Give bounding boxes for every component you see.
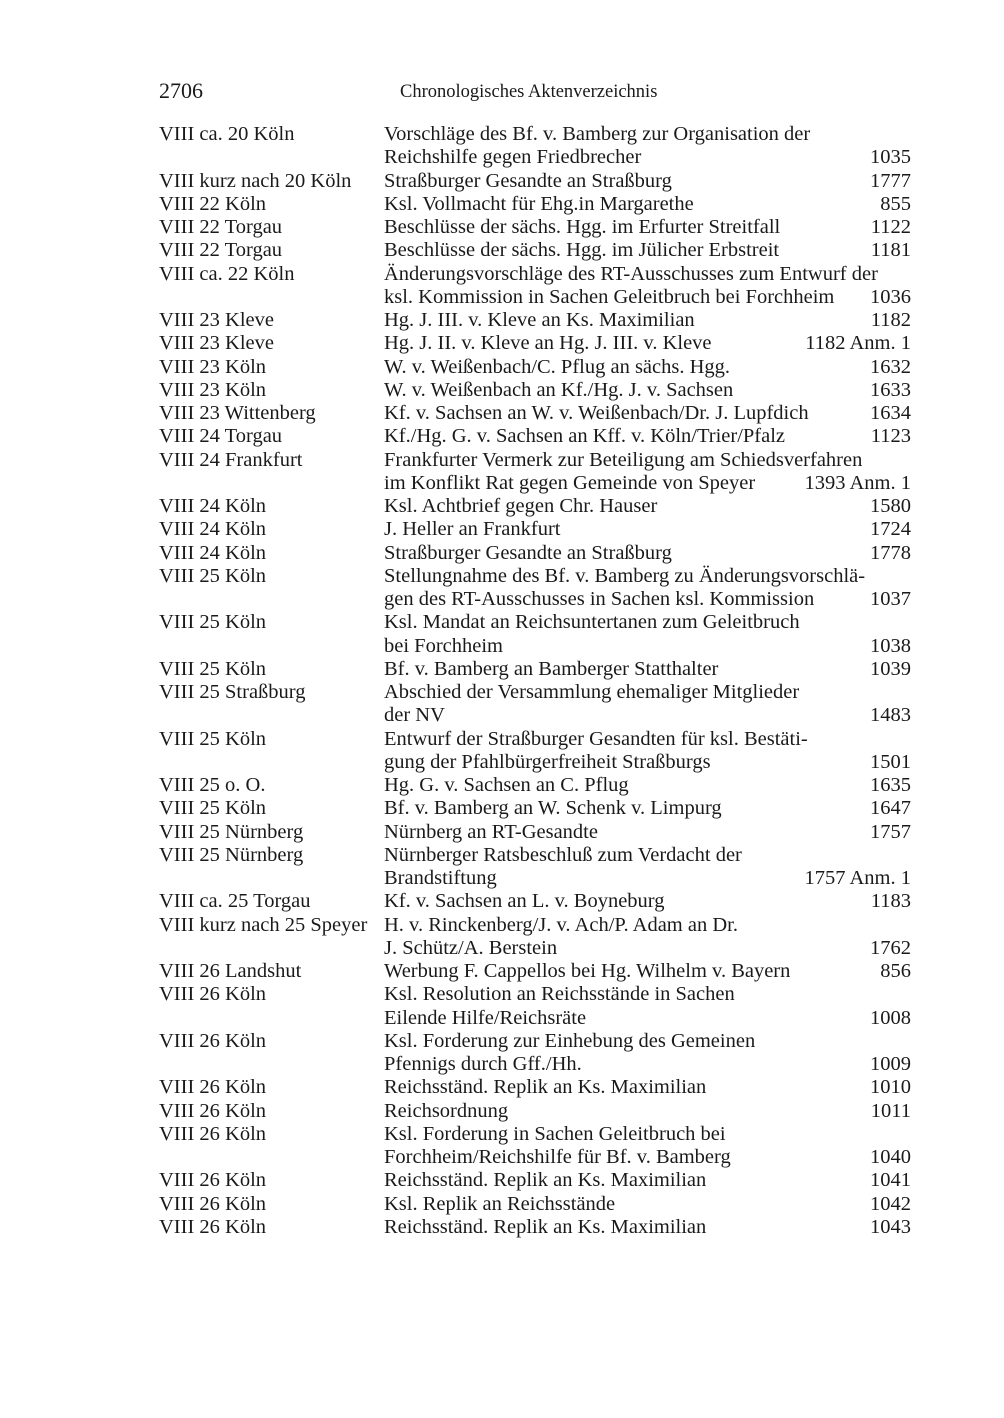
- entry-date-place: VIII 24 Frankfurt: [159, 448, 303, 471]
- entry-date-place: VIII 25 Köln: [159, 657, 267, 680]
- description-text: der NV: [384, 704, 445, 727]
- entry-description: [384, 1169, 911, 1192]
- document-number: 855: [880, 192, 911, 215]
- description-text: W. v. Weißenbach/C. Pflug an sächs. Hgg.: [384, 355, 731, 378]
- description-line: [384, 449, 911, 472]
- document-number: 1183: [870, 890, 911, 913]
- entry-row: [159, 123, 911, 170]
- entry-description: [384, 914, 911, 961]
- description-line: [384, 263, 911, 286]
- entry-date-place: VIII ca. 25 Torgau: [159, 890, 311, 913]
- document-number: 1181: [870, 239, 911, 262]
- description-line: [384, 960, 911, 983]
- description-line: [384, 1146, 911, 1169]
- description-text: H. v. Rinckenberg/J. v. Ach/P. Adam an Dr.: [384, 913, 738, 936]
- description-text: Kf. v. Sachsen an L. v. Boyneburg: [384, 890, 665, 913]
- document-number: 1647: [870, 797, 911, 820]
- description-text: ksl. Kommission in Sachen Geleitbruch bei Forchheim: [384, 285, 835, 308]
- entry-description: [384, 1030, 911, 1077]
- entry-description: [384, 518, 911, 541]
- document-number: 1777: [870, 169, 911, 192]
- entry-description: [384, 658, 911, 681]
- entry-date-place: VIII kurz nach 20 Köln: [159, 169, 352, 192]
- description-text: Reichsordnung: [384, 1099, 509, 1122]
- entry-date-place: VIII 22 Torgau: [159, 239, 283, 262]
- entry-description: [384, 565, 911, 612]
- description-line: [384, 751, 911, 774]
- description-line: [384, 1076, 911, 1099]
- document-number: 1042: [870, 1192, 911, 1215]
- entry-date-place: VIII ca. 22 Köln: [159, 262, 295, 285]
- document-number: 1634: [870, 402, 911, 424]
- entry-row: [159, 216, 911, 239]
- document-number: 1393 Anm. 1: [804, 471, 911, 494]
- document-number: 1041: [870, 1169, 911, 1192]
- entry-date-place: VIII 25 Nürnberg: [159, 843, 304, 866]
- description-line: [384, 774, 911, 797]
- description-text: Frankfurter Vermerk zur Beteiligung am Schiedsverfahren: [384, 448, 863, 471]
- entry-row: [159, 844, 911, 891]
- entry-description: [384, 379, 911, 402]
- description-text: Ksl. Vollmacht für Ehg.in Margarethe: [384, 192, 694, 215]
- entry-description: [384, 960, 911, 983]
- entry-description: [384, 844, 911, 891]
- entry-date-place: VIII ca. 20 Köln: [159, 123, 295, 145]
- entry-date-place: VIII 23 Wittenberg: [159, 402, 316, 424]
- entry-date-place: VIII 22 Torgau: [159, 216, 283, 238]
- entry-description: [384, 263, 911, 310]
- description-line: [384, 1193, 911, 1216]
- description-text: Nürnberger Ratsbeschluß zum Verdacht der: [384, 843, 742, 866]
- description-line: [384, 472, 911, 495]
- entry-row: [159, 983, 911, 1030]
- description-text: Ksl. Resolution an Reichsstände in Sachen: [384, 983, 735, 1006]
- entry-row: [159, 1169, 911, 1192]
- entry-date-place: VIII 22 Köln: [159, 192, 267, 215]
- description-line: [384, 356, 911, 379]
- entry-row: [159, 914, 911, 961]
- description-line: [384, 797, 911, 820]
- entry-description: [384, 1216, 911, 1239]
- entry-description: [384, 425, 911, 448]
- description-line: [384, 1100, 911, 1123]
- entry-description: [384, 449, 911, 496]
- description-line: [384, 402, 911, 425]
- entry-row: [159, 542, 911, 565]
- entry-row: [159, 1216, 911, 1239]
- entry-row: [159, 309, 911, 332]
- document-number: 1122: [870, 216, 911, 238]
- description-text: Brandstiftung: [384, 867, 497, 889]
- document-number: 1724: [870, 518, 911, 541]
- entry-row: [159, 356, 911, 379]
- entry-date-place: VIII 26 Köln: [159, 1215, 267, 1238]
- document-number: 1039: [870, 657, 911, 680]
- entry-row: [159, 821, 911, 844]
- description-line: [384, 1030, 911, 1053]
- entry-date-place: VIII 26 Köln: [159, 1029, 267, 1052]
- entry-description: [384, 239, 911, 262]
- description-text: Ksl. Forderung zur Einhebung des Gemeinen: [384, 1029, 756, 1052]
- description-text: Eilende Hilfe/Reichsräte: [384, 1006, 587, 1029]
- entry-description: [384, 216, 911, 239]
- chronological-entry-list: [159, 123, 911, 1239]
- document-number: 1038: [870, 634, 911, 657]
- entry-description: [384, 890, 911, 913]
- description-line: [384, 635, 911, 658]
- description-text: Beschlüsse der sächs. Hgg. im Jülicher Erbstreit: [384, 239, 780, 262]
- entry-row: [159, 379, 911, 402]
- entry-date-place: VIII 25 Köln: [159, 564, 267, 587]
- description-text: gung der Pfahlbürgerfreiheit Straßburgs: [384, 750, 711, 773]
- description-text: Pfennigs durch Gff./Hh.: [384, 1053, 582, 1075]
- document-number: 1778: [870, 541, 911, 564]
- description-line: [384, 170, 911, 193]
- document-number: 1757: [870, 820, 911, 843]
- description-text: Straßburger Gesandte an Straßburg: [384, 541, 672, 564]
- description-text: Hg. G. v. Sachsen an C. Pflug: [384, 774, 629, 796]
- entry-row: [159, 797, 911, 820]
- description-line: [384, 123, 911, 146]
- description-text: Bf. v. Bamberg an Bamberger Statthalter: [384, 657, 719, 680]
- entry-row: [159, 1076, 911, 1099]
- entry-row: [159, 1100, 911, 1123]
- description-line: [384, 565, 911, 588]
- description-text: Kf. v. Sachsen an W. v. Weißenbach/Dr. J. Lupfdich: [384, 402, 809, 424]
- entry-row: [159, 774, 911, 797]
- document-number: 1182 Anm. 1: [805, 332, 911, 355]
- entry-description: [384, 1076, 911, 1099]
- description-text: Nürnberg an RT-Gesandte: [384, 820, 598, 843]
- description-line: [384, 728, 911, 751]
- description-text: Änderungsvorschläge des RT-Ausschusses zum Entwurf der: [384, 262, 878, 285]
- description-line: [384, 309, 911, 332]
- document-number: 1037: [870, 588, 911, 610]
- entry-date-place: VIII 25 Köln: [159, 797, 267, 820]
- entry-date-place: VIII 25 Köln: [159, 611, 267, 634]
- entry-description: [384, 797, 911, 820]
- description-text: Reichsständ. Replik an Ks. Maximilian: [384, 1215, 707, 1238]
- description-line: [384, 518, 911, 541]
- entry-date-place: VIII 26 Köln: [159, 1169, 267, 1192]
- entry-row: [159, 565, 911, 612]
- entry-description: [384, 1193, 911, 1216]
- description-line: [384, 239, 911, 262]
- entry-date-place: VIII 23 Köln: [159, 355, 267, 378]
- entry-description: [384, 611, 911, 658]
- entry-date-place: VIII kurz nach 25 Speyer: [159, 913, 368, 936]
- description-line: [384, 1216, 911, 1239]
- document-number: 1632: [870, 355, 911, 378]
- description-line: [384, 937, 911, 960]
- description-line: [384, 1169, 911, 1192]
- entry-date-place: VIII 24 Köln: [159, 518, 267, 541]
- description-line: [384, 1053, 911, 1076]
- entry-date-place: VIII 26 Köln: [159, 1076, 267, 1099]
- description-text: im Konflikt Rat gegen Gemeinde von Speyer: [384, 471, 756, 494]
- description-text: Ksl. Replik an Reichsstände: [384, 1192, 616, 1215]
- description-line: [384, 611, 911, 634]
- description-text: Straßburger Gesandte an Straßburg: [384, 169, 672, 192]
- description-line: [384, 890, 911, 913]
- entry-description: [384, 542, 911, 565]
- entry-date-place: VIII 25 Straßburg: [159, 681, 306, 703]
- entry-date-place: VIII 26 Landshut: [159, 960, 302, 982]
- entry-date-place: VIII 26 Köln: [159, 983, 267, 1006]
- description-text: Reichsständ. Replik an Ks. Maximilian: [384, 1076, 707, 1099]
- entry-description: [384, 821, 911, 844]
- entry-row: [159, 890, 911, 913]
- entry-row: [159, 239, 911, 262]
- description-text: Reichsständ. Replik an Ks. Maximilian: [384, 1169, 707, 1192]
- description-line: [384, 681, 911, 704]
- entry-date-place: VIII 26 Köln: [159, 1192, 267, 1215]
- description-text: W. v. Weißenbach an Kf./Hg. J. v. Sachsen: [384, 378, 734, 401]
- document-number: 1008: [870, 1006, 911, 1029]
- description-text: Reichshilfe gegen Friedbrecher: [384, 146, 642, 169]
- entry-row: [159, 402, 911, 425]
- description-line: [384, 379, 911, 402]
- entry-description: [384, 495, 911, 518]
- description-text: Beschlüsse der sächs. Hgg. im Erfurter Streitfall: [384, 216, 781, 238]
- entry-description: [384, 402, 911, 425]
- description-line: [384, 658, 911, 681]
- description-text: Abschied der Versammlung ehemaliger Mitglieder: [384, 681, 800, 703]
- entry-date-place: VIII 26 Köln: [159, 1099, 267, 1122]
- description-line: [384, 914, 911, 937]
- description-text: Entwurf der Straßburger Gesandten für ksl. Bestäti-: [384, 727, 808, 750]
- description-line: [384, 821, 911, 844]
- description-text: Ksl. Mandat an Reichsuntertanen zum Geleitbruch: [384, 611, 800, 634]
- entry-date-place: VIII 24 Torgau: [159, 425, 283, 448]
- document-number: 1580: [870, 495, 911, 517]
- entry-row: [159, 960, 911, 983]
- description-text: Forchheim/Reichshilfe für Bf. v. Bamberg: [384, 1146, 731, 1168]
- document-number: 1123: [870, 425, 911, 448]
- description-line: [384, 286, 911, 309]
- description-line: [384, 867, 911, 890]
- entry-description: [384, 1100, 911, 1123]
- description-line: [384, 844, 911, 867]
- document-number: 1011: [870, 1099, 911, 1122]
- entry-description: [384, 193, 911, 216]
- description-line: [384, 588, 911, 611]
- description-text: Hg. J. II. v. Kleve an Hg. J. III. v. Kleve: [384, 332, 712, 355]
- description-line: [384, 332, 911, 355]
- description-text: Vorschläge des Bf. v. Bamberg zur Organisation der: [384, 123, 811, 145]
- document-number: 1010: [870, 1076, 911, 1099]
- description-text: Werbung F. Cappellos bei Hg. Wilhelm v. Bayern: [384, 960, 791, 982]
- entry-row: [159, 518, 911, 541]
- document-number: 1009: [870, 1053, 911, 1075]
- entry-description: [384, 728, 911, 775]
- description-line: [384, 146, 911, 169]
- page-number: 2706: [159, 78, 203, 103]
- description-text: Stellungnahme des Bf. v. Bamberg zu Änderungsvorschlä-: [384, 564, 866, 587]
- description-line: [384, 425, 911, 448]
- description-line: [384, 704, 911, 727]
- document-number: 1043: [870, 1215, 911, 1238]
- document-number: 1501: [870, 750, 911, 773]
- entry-date-place: VIII 25 Köln: [159, 727, 267, 750]
- document-number: 1757 Anm. 1: [804, 867, 911, 889]
- entry-row: [159, 681, 911, 728]
- document-number: 1040: [870, 1146, 911, 1168]
- entry-description: [384, 170, 911, 193]
- entry-description: [384, 356, 911, 379]
- description-line: [384, 495, 911, 518]
- entry-description: [384, 332, 911, 355]
- entry-description: [384, 681, 911, 728]
- entry-date-place: VIII 23 Kleve: [159, 309, 274, 331]
- entry-row: [159, 170, 911, 193]
- description-text: J. Schütz/A. Berstein: [384, 936, 558, 959]
- entry-description: [384, 983, 911, 1030]
- entry-row: [159, 611, 911, 658]
- description-text: J. Heller an Frankfurt: [384, 518, 561, 541]
- document-number: 1182: [870, 309, 911, 331]
- entry-description: [384, 309, 911, 332]
- entry-description: [384, 1123, 911, 1170]
- entry-date-place: VIII 23 Köln: [159, 378, 267, 401]
- document-number: 1035: [870, 146, 911, 169]
- entry-row: [159, 1193, 911, 1216]
- entry-row: [159, 728, 911, 775]
- description-text: Kf./Hg. G. v. Sachsen an Kff. v. Köln/Trier/Pfalz: [384, 425, 786, 448]
- entry-date-place: VIII 25 Nürnberg: [159, 820, 304, 843]
- entry-date-place: VIII 25 o. O.: [159, 774, 266, 796]
- description-line: [384, 216, 911, 239]
- document-number: 1635: [870, 774, 911, 796]
- document-number: 1633: [870, 378, 911, 401]
- entry-row: [159, 1123, 911, 1170]
- document-number: 1483: [870, 704, 911, 727]
- entry-row: [159, 332, 911, 355]
- entry-row: [159, 1030, 911, 1077]
- document-number: 1036: [870, 285, 911, 308]
- running-title: Chronologisches Aktenverzeichnis: [400, 82, 658, 102]
- description-text: Hg. J. III. v. Kleve an Ks. Maximilian: [384, 309, 695, 331]
- description-text: bei Forchheim: [384, 634, 503, 657]
- entry-date-place: VIII 26 Köln: [159, 1122, 267, 1145]
- entry-row: [159, 658, 911, 681]
- description-text: Bf. v. Bamberg an W. Schenk v. Limpurg: [384, 797, 722, 820]
- description-text: Ksl. Forderung in Sachen Geleitbruch bei: [384, 1122, 726, 1145]
- entry-description: [384, 774, 911, 797]
- description-line: [384, 983, 911, 1006]
- document-number: 856: [880, 960, 911, 982]
- entry-row: [159, 495, 911, 518]
- entry-date-place: VIII 24 Köln: [159, 541, 267, 564]
- document-number: 1762: [870, 936, 911, 959]
- description-text: Ksl. Achtbrief gegen Chr. Hauser: [384, 495, 658, 517]
- entry-row: [159, 449, 911, 496]
- entry-row: [159, 425, 911, 448]
- description-line: [384, 542, 911, 565]
- entry-date-place: VIII 24 Köln: [159, 495, 267, 517]
- entry-row: [159, 263, 911, 310]
- entry-description: [384, 123, 911, 170]
- entry-row: [159, 193, 911, 216]
- entry-date-place: VIII 23 Kleve: [159, 332, 274, 355]
- description-line: [384, 193, 911, 216]
- description-line: [384, 1007, 911, 1030]
- description-line: [384, 1123, 911, 1146]
- description-text: gen des RT-Ausschusses in Sachen ksl. Kommission: [384, 588, 815, 610]
